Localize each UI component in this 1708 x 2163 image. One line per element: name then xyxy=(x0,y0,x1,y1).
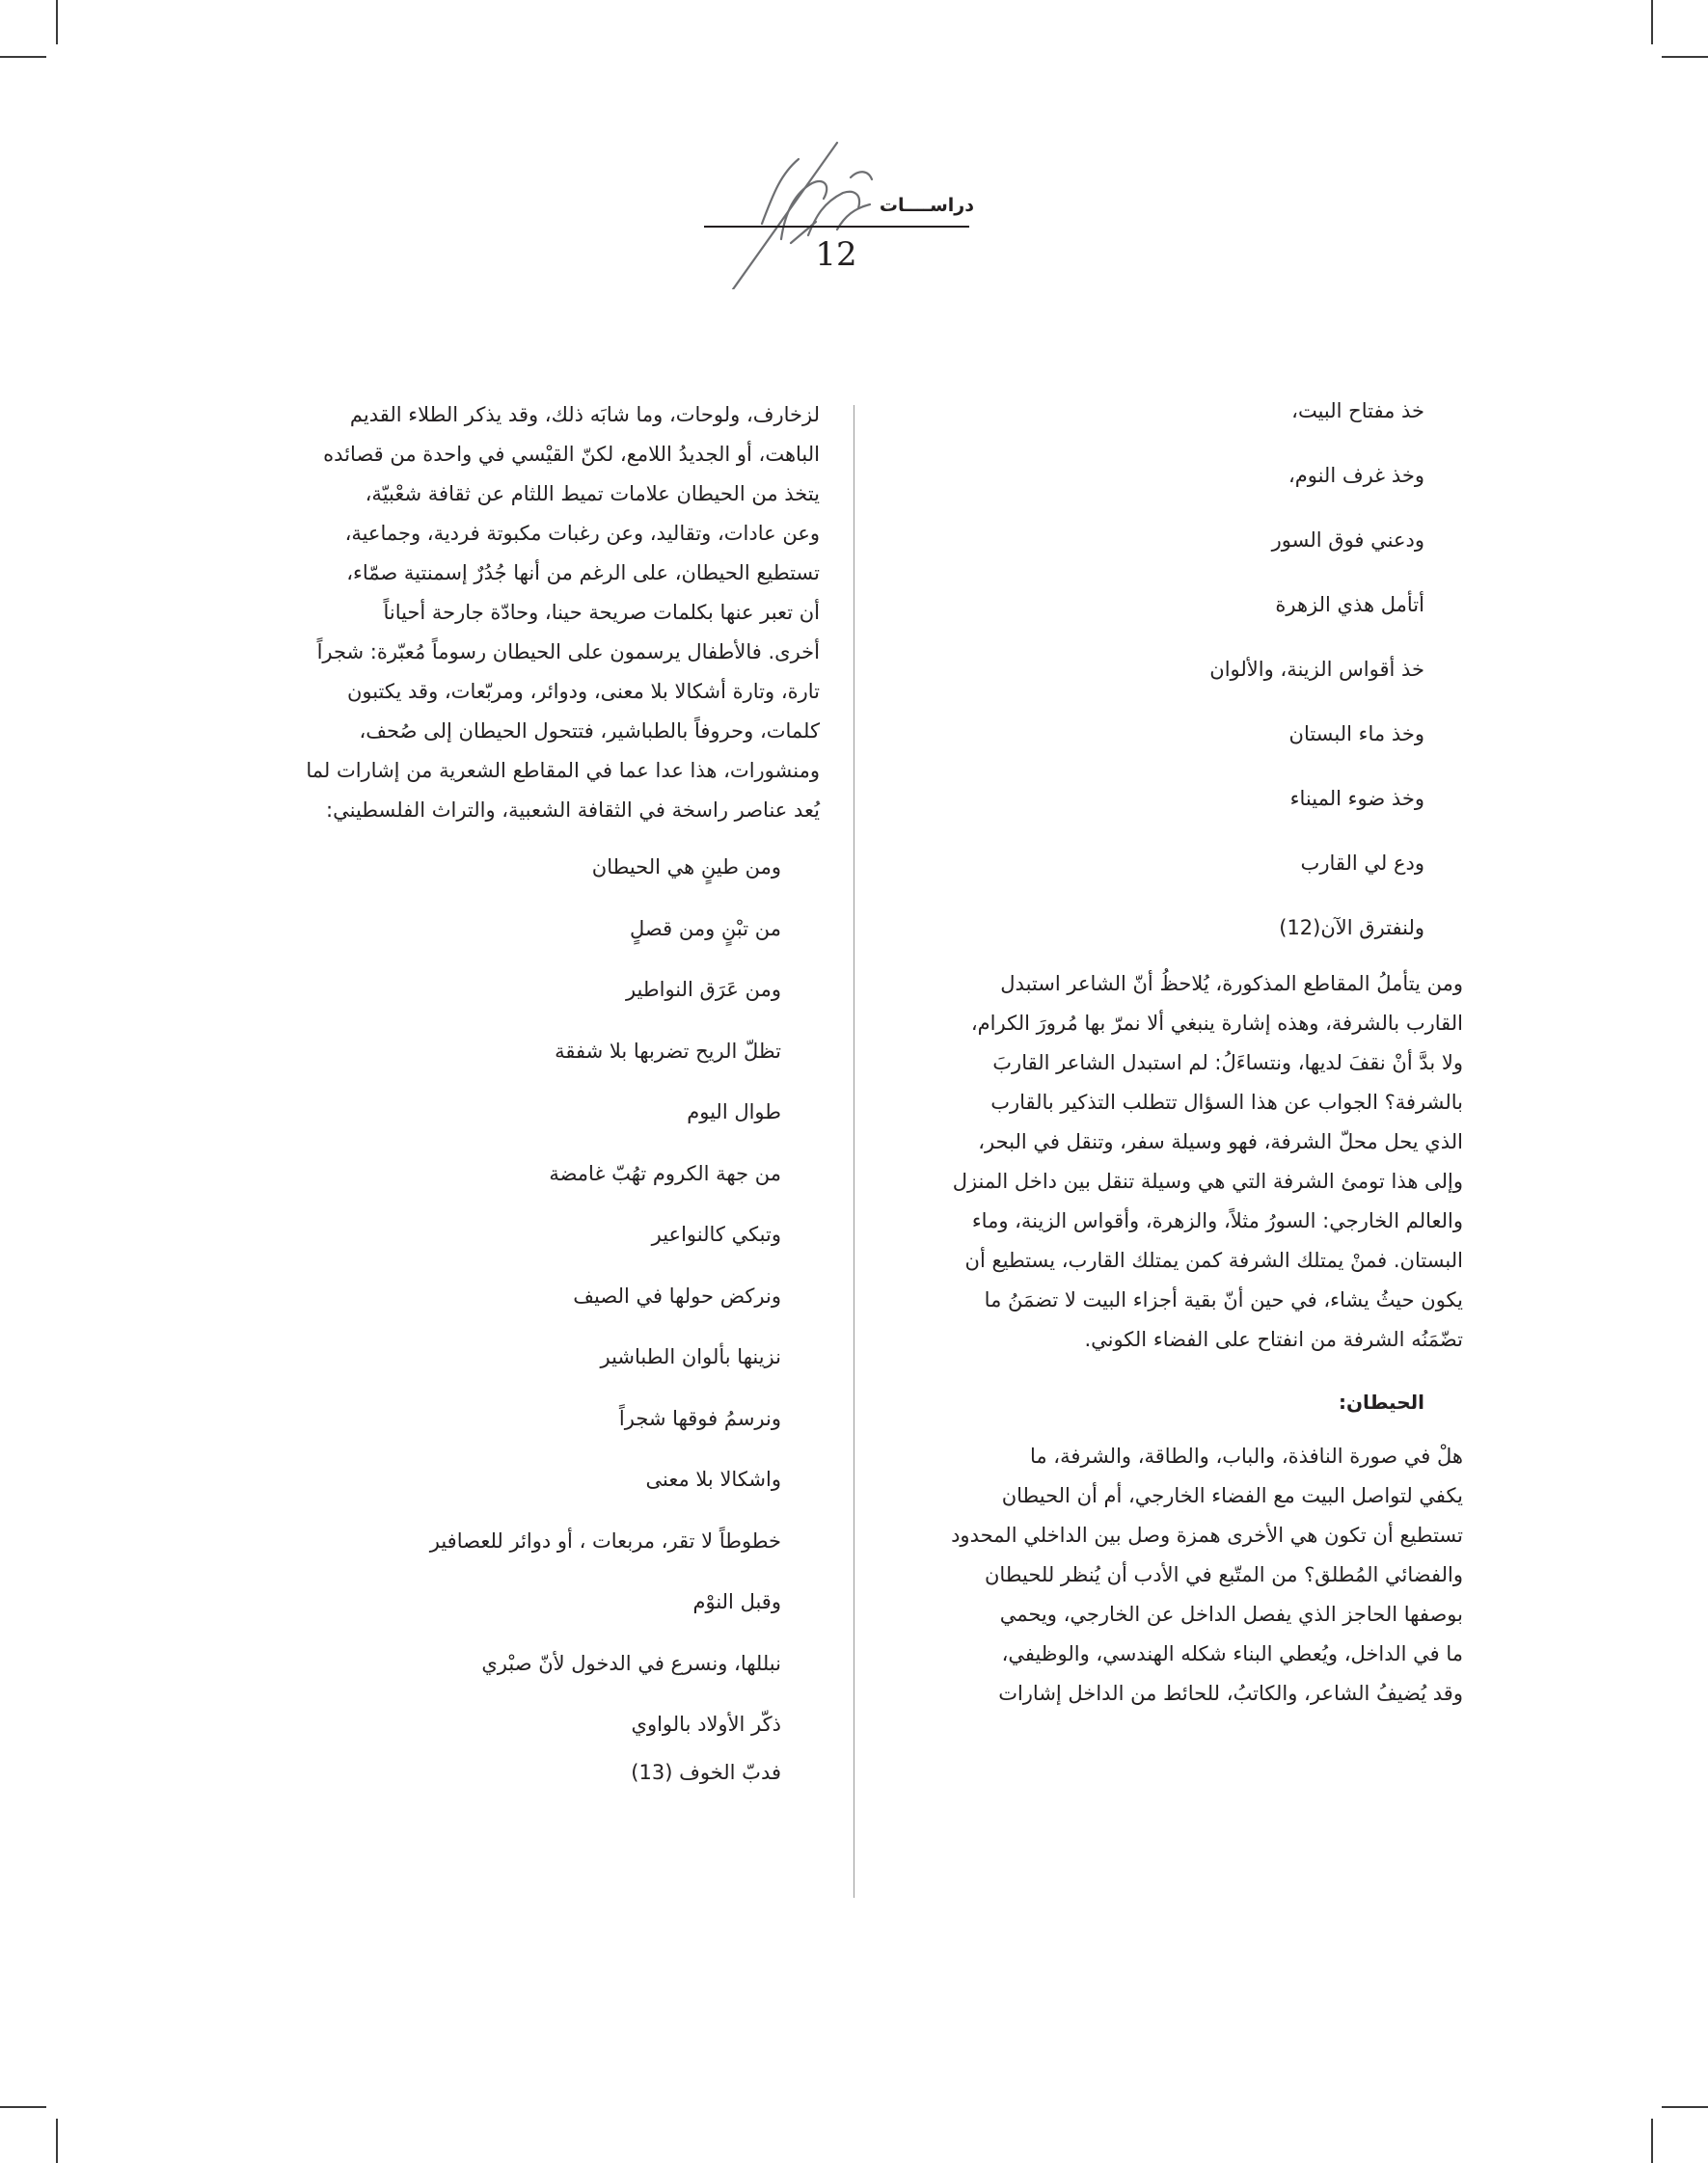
poem-line: وخذ ضوء الميناء xyxy=(1289,787,1424,810)
crop-mark-bottom-left-h xyxy=(0,2106,46,2108)
paragraph-line: تارة، وتارة أشكالا بلا معنى، ودوائر، ومربّعات، وقد يكتبون xyxy=(346,680,820,703)
poem-line: ودعني فوق السور xyxy=(1271,528,1424,552)
paragraph-line: وإلى هذا تومئ الشرفة التي هي وسيلة تنقل بين داخل المنزل xyxy=(952,1170,1463,1193)
poem-line: خذ أقواس الزينة، والألوان xyxy=(1209,658,1424,681)
paragraph-line: ما في الداخل، ويُعطي البناء شكله الهندسي، والوظيفي، xyxy=(1001,1642,1463,1665)
poem-line: أتأمل هذي الزهرة xyxy=(1275,593,1424,616)
poem-line: ومن طينٍ هي الحيطان xyxy=(591,855,781,879)
crop-mark-bottom-left xyxy=(56,2119,58,2163)
header-rule xyxy=(704,226,969,228)
paragraph-line: بالشرفة؟ الجواب عن هذا السؤال تتطلب التذكير بالقارب xyxy=(990,1091,1463,1114)
paragraph-line: بوصفها الحاجز الذي يفصل الداخل عن الخارجي، ويحمي xyxy=(999,1603,1463,1626)
paragraph-line: يكفي لتواصل البيت مع الفضاء الخارجي، أم أن الحيطان xyxy=(1001,1484,1463,1507)
paragraph-line: يتخذ من الحيطان علامات تميط اللثام عن ثقافة شعْبيّة، xyxy=(365,482,820,505)
paragraph-line: ومنشورات، هذا عدا عما في المقاطع الشعرية من إشارات لما xyxy=(306,759,820,782)
crop-mark-top-left-h xyxy=(0,56,46,58)
poem-line: وتبكي كالنواعير xyxy=(651,1223,781,1246)
poem-stanza-2 xyxy=(222,852,820,1819)
paragraph-line: يكون حيثُ يشاء، في حين أنّ بقية أجزاء البيت لا تضمَنُ ما xyxy=(984,1288,1463,1311)
paragraph-line: تضّمَنُه الشرفة من انفتاح على الفضاء الكوني. xyxy=(1084,1328,1463,1351)
poem-line: نزينها بألوان الطباشير xyxy=(600,1345,781,1368)
paragraph-line: والفضائي المُطلق؟ من المتّبع في الأدب أن يُنظر للحيطان xyxy=(984,1563,1463,1586)
right-column xyxy=(873,395,1463,1714)
paragraph-line: القارب بالشرفة، وهذه إشارة ينبغي ألا نمرّ بها مُرورَ الكرام، xyxy=(970,1012,1463,1035)
poem-line: طوال اليوم xyxy=(687,1100,781,1123)
crop-mark-bottom-right-h xyxy=(1662,2106,1708,2108)
poem-line: خطوطاً لا تقر، مربعات ، أو دوائر للعصافير xyxy=(429,1528,781,1553)
body-paragraph-1 xyxy=(873,964,1463,1360)
paragraph-line: لزخارف، ولوحات، وما شابَه ذلك، وقد يذكر الطلاء القديم xyxy=(349,403,820,426)
paragraph-line: أخرى. فالأطفال يرسمون على الحيطان رسوماً مُعبّرة: شجراً xyxy=(316,640,820,663)
crop-mark-top-right-h xyxy=(1662,56,1708,58)
page-header xyxy=(675,135,984,289)
body-paragraph-2 xyxy=(873,1437,1463,1714)
poem-line: ذكّر الأولاد بالواوي xyxy=(631,1713,781,1736)
poem-line: وقبل النوْم xyxy=(692,1590,781,1613)
poem-line: ومن عَرَق النواطير xyxy=(625,978,781,1001)
poem-line: ونرسمُ فوقها شجراً xyxy=(618,1406,781,1430)
poem-line: خذ مفتاح البيت، xyxy=(1291,399,1424,422)
poem-line: من تبْنٍ ومن قصلٍ xyxy=(630,916,781,940)
section-heading: الحيطان: xyxy=(1338,1391,1424,1414)
poem-line: نبللها، ونسرع في الدخول لأنّ صبْري xyxy=(481,1651,781,1675)
poem-line: من جهة الكروم تهُبّ غامضة xyxy=(549,1161,781,1185)
paragraph-line: يُعد عناصر راسخة في الثقافة الشعبية، والتراث الفلسطيني: xyxy=(326,798,820,822)
poem-line: واشكالا بلا معنى xyxy=(645,1468,781,1491)
paragraph-line: ومن يتأملُ المقاطع المذكورة، يُلاحظُ أنّ الشاعر استبدل xyxy=(1000,972,1463,995)
crop-mark-top-right xyxy=(1651,0,1653,44)
paragraph-line: أن تعبر عنها بكلمات صريحة حينا، وحادّة جارحة أحياناً xyxy=(383,601,820,624)
poem-stanza-1 xyxy=(873,395,1463,957)
paragraph-line: وقد يُضيفُ الشاعر، والكاتبُ، للحائط من الداخل إشارات xyxy=(998,1682,1463,1705)
paragraph-line: تستطيع الحيطان، على الرغم من أنها جُدُرٌ إسمنتية صمّاء، xyxy=(346,561,820,584)
poem-line: ولنفترق الآن(12) xyxy=(1279,916,1424,939)
paragraph-line: والعالم الخارجي: السورُ مثلاً، والزهرة، وأقواس الزينة، وماء xyxy=(971,1209,1463,1232)
poem-line: ونركض حولها في الصيف xyxy=(573,1284,781,1308)
poem-line: ودع لي القارب xyxy=(1300,852,1424,875)
paragraph-line: تستطيع أن تكون هي الأخرى همزة وصل بين الداخلي المحدود xyxy=(951,1524,1463,1547)
paragraph-line: هلْ في صورة النافذة، والباب، والطاقة، والشرفة، ما xyxy=(1029,1445,1463,1468)
paragraph-line: الذي يحل محلّ الشرفة، فهو وسيلة سفر، وتنقل في البحر، xyxy=(978,1130,1463,1153)
left-column xyxy=(222,395,820,1819)
paragraph-line: الباهت، أو الجديدُ اللامع، لكنّ القيْسي في واحدة من قصائده xyxy=(323,443,820,466)
paragraph-line: ولا بدَّ أنْ نقفَ لديها، ونتساءَلُ: لم استبدل الشاعر القاربَ xyxy=(992,1051,1463,1074)
paragraph-line: البستان. فمنْ يمتلك الشرفة كمن يمتلك القارب، يستطيع أن xyxy=(964,1249,1463,1272)
paragraph-line: وعن عادات، وتقاليد، وعن رغبات مكبوتة فردية، وجماعية، xyxy=(344,522,820,545)
paragraph-line: كلمات، وحروفاً بالطباشير، فتتحول الحيطان إلى صُحف، xyxy=(359,719,820,743)
poem-line: وخذ غرف النوم، xyxy=(1288,464,1424,487)
body-paragraph-3 xyxy=(222,395,820,830)
poem-line: تظلّ الريح تضربها بلا شفقة xyxy=(555,1039,781,1063)
section-label: دراســــات xyxy=(879,195,974,216)
poem-line: فدبّ الخوف (13) xyxy=(631,1761,781,1784)
crop-mark-bottom-right xyxy=(1651,2119,1653,2163)
poem-line: وخذ ماء البستان xyxy=(1288,722,1424,745)
page-number: 12 xyxy=(815,235,857,274)
crop-mark-top-left xyxy=(56,0,58,44)
